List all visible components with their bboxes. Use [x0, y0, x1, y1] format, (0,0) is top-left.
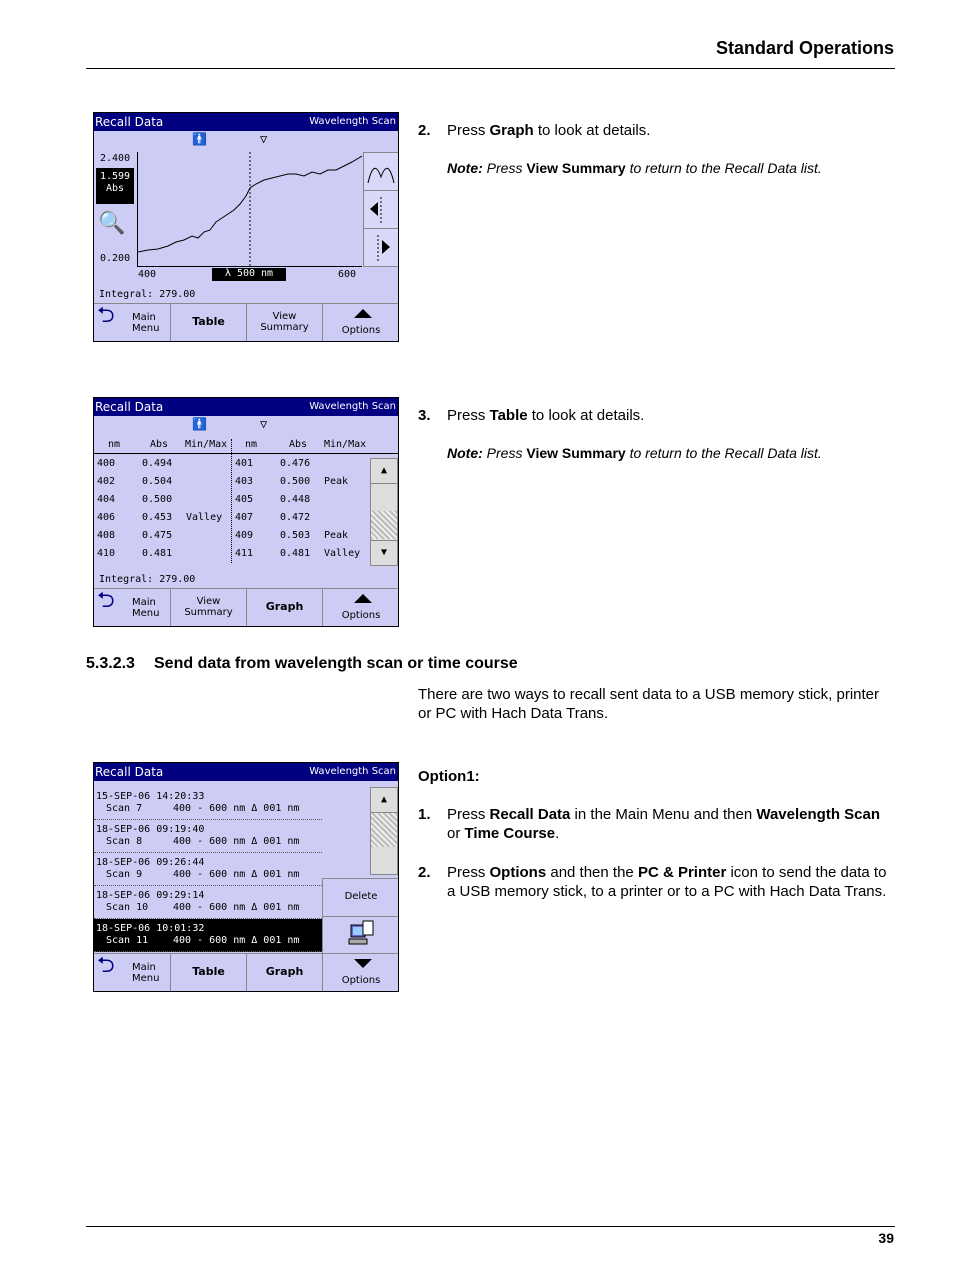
options-label: Options — [341, 325, 381, 336]
table-button-label: Table — [192, 965, 225, 978]
note-text-end: to return to the Recall Data list. — [625, 160, 822, 176]
graph-screen — [93, 112, 399, 342]
screen-mode: Wavelength Scan — [309, 116, 396, 127]
options-button[interactable] — [322, 304, 399, 341]
status-icon-row — [94, 131, 398, 148]
step-text: Press — [447, 407, 490, 424]
header-minmax-2: Min/Max — [324, 439, 367, 450]
back-arrow-icon: ⮌ — [97, 588, 115, 613]
pc-printer-button[interactable] — [322, 916, 399, 954]
page-number: 39 — [878, 1230, 894, 1246]
options-label: Options — [341, 610, 381, 621]
note-text: Press — [482, 445, 527, 461]
step-3-text — [418, 406, 644, 425]
graph-button[interactable] — [246, 589, 322, 626]
back-arrow-icon: ⮌ — [97, 303, 115, 328]
options-label: Options — [341, 975, 381, 986]
triangle-down-icon — [354, 959, 372, 968]
graph-button-label: Graph — [265, 600, 304, 613]
option-step-1: 1. Press Recall Data in the Main Menu and then Wavelength Scan or Time Course. — [418, 806, 880, 842]
sample-icon: ▽ — [260, 132, 268, 146]
zoom-icon[interactable]: 🔍 — [98, 211, 126, 236]
header-rule — [86, 68, 895, 69]
screen-mode: Wavelength Scan — [309, 401, 396, 412]
scroll-up-icon[interactable]: ▲ — [371, 788, 397, 813]
main-menu-label-1: Main — [132, 962, 156, 973]
graph-button[interactable] — [246, 954, 322, 991]
pc-printer-icon — [323, 917, 399, 954]
list-item[interactable]: 18-SEP-06 09:19:40 Scan 8 400 - 600 nm Δ 001 nm — [94, 820, 322, 853]
step-2-note — [447, 160, 822, 176]
softkey-bar — [94, 303, 398, 341]
status-icon-row — [94, 416, 398, 433]
scroll-up-icon[interactable]: ▲ — [371, 459, 397, 484]
view-label-1: View — [272, 311, 297, 322]
abs-readout — [96, 168, 134, 204]
note-text: Press — [482, 160, 527, 176]
scroll-down-icon[interactable]: ▼ — [371, 540, 397, 565]
main-menu-label-1: Main — [132, 597, 156, 608]
page-header-title: Standard Operations — [715, 38, 894, 58]
cursor-wavelength: λ 500 nm — [212, 268, 286, 281]
scroll-thumb[interactable] — [371, 511, 397, 539]
y-axis-min: 0.200 — [100, 253, 131, 264]
step-number: 2. — [418, 122, 431, 139]
table-header-row — [94, 439, 398, 454]
option-step-2: 2. Press Options and then the PC & Printer icon to send the data to a USB memory stick, to a printer or to a PC with Hach Data Trans. — [418, 864, 887, 900]
x-axis-max: 600 — [338, 269, 357, 280]
step-text-end: to look at details. — [533, 122, 651, 139]
note-label: Note: — [447, 160, 483, 176]
options-button[interactable] — [322, 954, 399, 991]
header-minmax-1: Min/Max — [185, 439, 228, 450]
column-divider — [231, 439, 232, 563]
screen-mode: Wavelength Scan — [309, 766, 396, 777]
header-abs-2: Abs — [289, 439, 308, 450]
cursor-right-button[interactable] — [363, 228, 399, 267]
step-number: 3. — [418, 407, 431, 424]
triangle-up-icon — [354, 309, 372, 318]
list-scrollbar[interactable] — [370, 787, 398, 875]
step-2-text — [418, 121, 650, 140]
note-label: Note: — [447, 445, 483, 461]
abs-unit: Abs — [105, 183, 125, 194]
options-button[interactable] — [322, 589, 399, 626]
view-label-1: View — [196, 596, 221, 607]
view-label-2: Summary — [184, 607, 233, 618]
step-bold: Graph — [489, 122, 534, 139]
scan-plot[interactable] — [137, 152, 362, 267]
peak-button[interactable] — [363, 152, 399, 191]
x-axis-min: 400 — [138, 269, 157, 280]
step-number: 1. — [418, 806, 431, 823]
list-screen — [93, 762, 399, 992]
screen-title: Recall Data — [95, 400, 164, 414]
main-menu-label-2: Menu — [132, 323, 160, 334]
step-bold: Table — [489, 407, 528, 424]
header-abs-1: Abs — [150, 439, 169, 450]
table-button[interactable] — [170, 304, 246, 341]
section-number: 5.3.2.3 — [86, 655, 135, 672]
view-label-2: Summary — [260, 322, 309, 333]
note-text-end: to return to the Recall Data list. — [625, 445, 822, 461]
screen-titlebar — [94, 763, 398, 781]
softkey-bar — [94, 953, 398, 991]
option-label: Option1: — [418, 768, 480, 785]
view-summary-button[interactable] — [170, 589, 246, 626]
back-arrow-icon: ⮌ — [97, 953, 115, 978]
main-menu-label-2: Menu — [132, 608, 160, 619]
delete-button[interactable] — [322, 878, 399, 916]
header-nm-1: nm — [108, 439, 121, 450]
abs-value: 1.599 — [99, 171, 131, 182]
list-item-selected[interactable]: 18-SEP-06 10:01:32 Scan 11 400 - 600 nm Δ 001 nm — [94, 919, 322, 952]
user-icon: 🚹 — [192, 417, 207, 431]
list-item[interactable]: 15-SEP-06 14:20:33 Scan 7 400 - 600 nm Δ 001 nm — [94, 787, 322, 820]
main-menu-label-1: Main — [132, 312, 156, 323]
main-menu-label-2: Menu — [132, 973, 160, 984]
graph-button-label: Graph — [265, 965, 304, 978]
section-title: Send data from wavelength scan or time course — [154, 655, 518, 672]
triangle-up-icon — [354, 594, 372, 603]
list-item[interactable]: 18-SEP-06 09:29:14 Scan 10 400 - 600 nm Δ 001 nm — [94, 886, 322, 919]
table-screen: Recall Data Wavelength Scan 🚹 ▽ nm Abs Min/Max nm Abs Min/Max 400 0.494 401 0.476 402 0.504 403 0.500 Peak 404 0.500 405 0.448 406 0.453 Valley 407 0.472 408 0.475 409 0.503 Peak 410 0.481 411 0.481 Valley ▲ ▼ Integral: 279.00 ⮌ Main Menu View Summary Graph Options — [93, 397, 399, 627]
screen-titlebar — [94, 398, 398, 416]
main-menu-button[interactable] — [94, 589, 169, 626]
sample-icon: ▽ — [260, 417, 268, 431]
table-button-label: Table — [192, 315, 225, 328]
section-intro: There are two ways to recall sent data to a USB memory stick, printer or PC with Hach Data Trans. — [418, 686, 880, 722]
table-scrollbar[interactable] — [370, 458, 398, 566]
step-text: Press — [447, 122, 490, 139]
step-text-end: to look at details. — [527, 407, 645, 424]
integral-value: Integral: 279.00 — [99, 574, 196, 585]
view-summary-button[interactable] — [246, 304, 322, 341]
footer-rule — [86, 1226, 895, 1227]
screen-titlebar — [94, 113, 398, 131]
screen-title: Recall Data — [95, 115, 164, 129]
table-button[interactable] — [170, 954, 246, 991]
list-item[interactable]: 18-SEP-06 09:26:44 Scan 9 400 - 600 nm Δ 001 nm — [94, 853, 322, 886]
header-nm-2: nm — [245, 439, 258, 450]
delete-button-label: Delete — [344, 891, 378, 902]
step-3-note — [447, 445, 822, 461]
y-axis-max: 2.400 — [100, 153, 131, 164]
cursor-left-button[interactable] — [363, 190, 399, 229]
scroll-thumb[interactable] — [371, 813, 397, 847]
integral-value: Integral: 279.00 — [99, 289, 196, 300]
main-menu-button[interactable] — [94, 304, 169, 341]
section-heading — [86, 655, 518, 673]
step-number: 2. — [418, 864, 431, 881]
main-menu-button[interactable] — [94, 954, 169, 991]
user-icon: 🚹 — [192, 132, 207, 146]
note-bold: View Summary — [526, 160, 626, 176]
note-bold: View Summary — [526, 445, 626, 461]
softkey-bar — [94, 588, 398, 626]
screen-title: Recall Data — [95, 765, 164, 779]
